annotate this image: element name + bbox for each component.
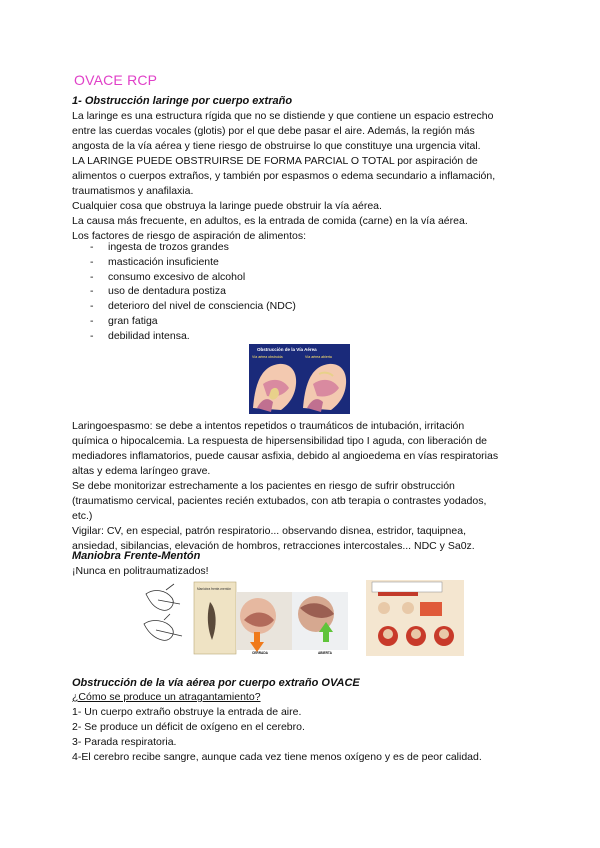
list-item: - consumo excesivo de alcohol bbox=[90, 270, 246, 283]
list-item: - debilidad intensa. bbox=[90, 329, 190, 342]
section-heading-laringe: 1- Obstrucción laringe por cuerpo extraño bbox=[72, 95, 293, 107]
airway-illustration bbox=[249, 344, 350, 414]
airway-obstruction-figure bbox=[249, 344, 350, 414]
text-line: Se debe monitorizar estrechamente a los pacientes en riesgo de sufrir obstrucción bbox=[72, 480, 455, 492]
text-line: 1- Un cuerpo extraño obstruye la entrada de aire. bbox=[72, 706, 302, 718]
figure-title: Obstrucción de la Vía Aérea bbox=[257, 347, 317, 352]
text-line: 3- Parada respiratoria. bbox=[72, 736, 177, 748]
list-item: - masticación insuficiente bbox=[90, 255, 219, 268]
figure-right-label: Vía aérea abierta bbox=[305, 355, 332, 359]
list-item: - deterioro del nivel de consciencia (NDC) bbox=[90, 300, 296, 313]
text-line: entre las cuerdas vocales (glotis) por el que debe pasar el aire. Además, la región más bbox=[72, 125, 475, 137]
label-open: ABIERTA bbox=[318, 651, 332, 655]
risk-factor-list bbox=[90, 240, 296, 344]
text-line: Laringoespasmo: se debe a intentos repetidos o traumáticos de intubación, irritación bbox=[72, 420, 465, 432]
maniobra-heading: Maniobra Frente-Mentón bbox=[72, 550, 201, 562]
text-line: La causa más frecuente, en adultos, es la entrada de comida (carne) en la vía aérea. bbox=[72, 215, 468, 227]
text-line: Cualquier cosa que obstruya la laringe puede obstruir la vía aérea. bbox=[72, 200, 382, 212]
label-closed: CERRADA bbox=[252, 651, 268, 655]
text-line: La laringe es una estructura rígida que no se distiende y que contiene un espacio estrecho bbox=[72, 110, 494, 122]
maniobra-note: ¡Nunca en politraumatizados! bbox=[72, 565, 209, 577]
text-line: (traumatismo cervical, pacientes recién extubados, con atb terapia o contrastes yodados, bbox=[72, 495, 487, 507]
section-2-body bbox=[72, 419, 527, 554]
text-line: angosta de la vía aérea y tiene riesgo de obstruirse lo que constituye una urgencia vital. bbox=[72, 140, 481, 152]
list-item: - ingesta de trozos grandes bbox=[90, 241, 229, 253]
section-1-body bbox=[72, 109, 527, 244]
page-title: OVACE RCP bbox=[74, 72, 158, 88]
text-line: 4-El cerebro recibe sangre, aunque cada vez tiene menos oxígeno y es de peor calidad. bbox=[72, 751, 482, 763]
text-line: etc.) bbox=[72, 510, 93, 522]
text-line: 2- Se produce un déficit de oxígeno en el cerebro. bbox=[72, 721, 305, 733]
list-item: - uso de dentadura postiza bbox=[90, 285, 226, 298]
text-line: ansiedad, sibilancias, elevación de hombros, retracciones intercostales... NDC y Sa0z. bbox=[72, 540, 475, 552]
text-line: química o hipocalcemia. La respuesta de hipersensibilidad tipo I aguda, con liberación de bbox=[72, 435, 488, 447]
text-line: mediadores inflamatorios, puede causar asfixia, debido al angioedema en vías respiratorias bbox=[72, 450, 499, 462]
maniobra-illustration bbox=[140, 580, 464, 656]
text-line: LA LARINGE PUEDE OBSTRUIRSE DE FORMA PARCIAL O TOTAL por aspiración de bbox=[72, 155, 478, 167]
text-line: Los factores de riesgo de aspiración de alimentos: bbox=[72, 230, 307, 242]
card-title: Maniobra frente-mentón bbox=[197, 587, 232, 591]
ovace-heading: Obstrucción de la vía aérea por cuerpo extraño OVACE bbox=[72, 677, 360, 689]
figure-left-label: Vía aérea obstruida bbox=[252, 355, 283, 359]
text-line: altas y edema laríngeo grave. bbox=[72, 465, 211, 477]
ovace-question: ¿Cómo se produce un atragantamiento? bbox=[72, 691, 261, 703]
ovace-steps bbox=[72, 705, 527, 765]
text-line: Vigilar: CV, en especial, patrón respiratorio... observando disnea, estridor, taquipnea, bbox=[72, 525, 466, 537]
maniobra-figure-strip bbox=[140, 580, 464, 656]
list-item: - gran fatiga bbox=[90, 314, 158, 327]
text-line: alimentos o cuerpos extraños, y también por espasmos o edema secundario a inflamación, bbox=[72, 170, 496, 182]
text-line: traumatismos y anafilaxia. bbox=[72, 185, 194, 197]
